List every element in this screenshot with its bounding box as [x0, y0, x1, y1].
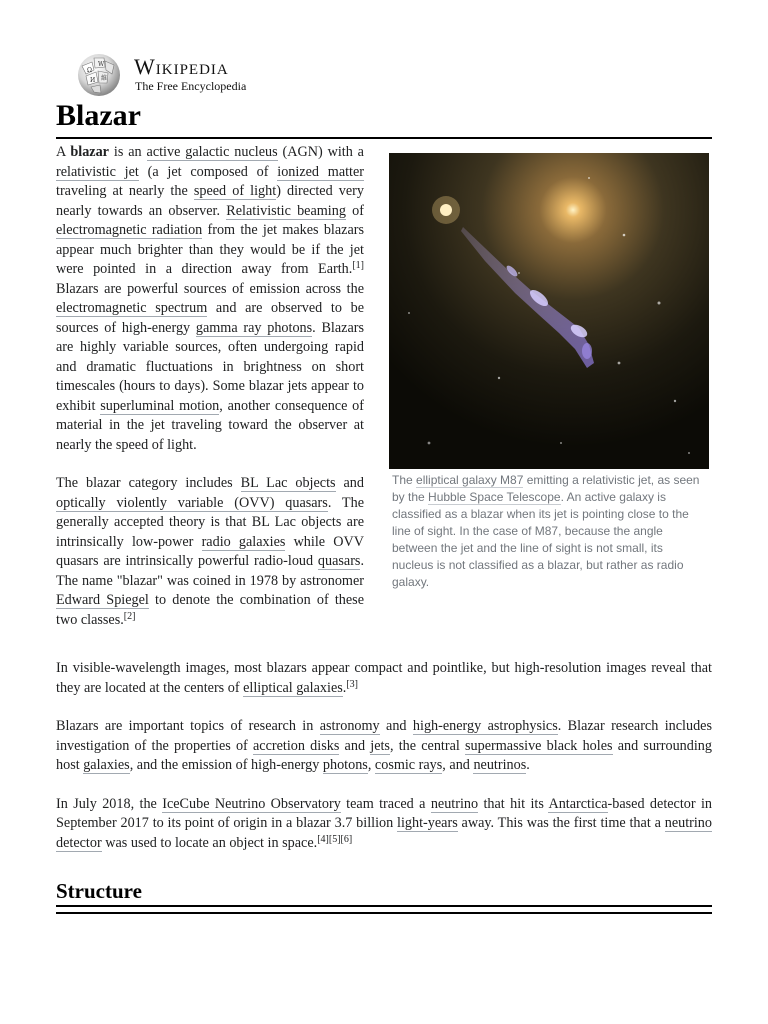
link-electromagnetic-spectrum[interactable]: electromagnetic spectrum [56, 300, 208, 316]
reference-2[interactable]: [2] [123, 610, 136, 622]
section-divider-secondary [56, 912, 712, 914]
paragraph-icecube: In July 2018, the IceCube Neutrino Observatory team traced a neutrino that hit its Antarctica-based detector in September 2017 to its point of origin in a blazar 3.7 billion light-years away. This was the first time that a neutrino detector was used to locate an object in space.[4][5][6] [56, 795, 713, 851]
link-speed-of-light[interactable]: speed of light [193, 183, 277, 199]
infobox-figure [389, 153, 710, 591]
link-neutrino-detector[interactable]: neutrino detector [56, 815, 712, 851]
link-light-years[interactable]: light-years [397, 815, 458, 831]
paragraph-research: Blazars are important topics of research in astronomy and high-energy astrophysics. Blazar research includes investigation of the properties of accretion disks and jets, the central supermassive black holes and surrounding host galaxies, and the emission of high-energy photons, cosmic rays, and neutrinos. [56, 718, 712, 773]
link-elliptical-galaxies[interactable]: elliptical galaxies [243, 679, 343, 696]
link-quasars[interactable]: quasars [317, 553, 361, 569]
reference-3[interactable]: [3] [346, 678, 358, 690]
link-galaxies[interactable]: galaxies [83, 757, 130, 773]
figure-caption: The elliptical galaxy M87 emitting a relativistic jet, as seen by the Hubble Space Telescope. An active galaxy is classified as a blazar when its jet is pointing close to the line of sight. In the case of M87, because the angle between the jet and the line of sight is not small, its nucleus is not classified as a blazar, but rather as radio galaxy. [392, 473, 700, 589]
wikipedia-logo[interactable] [74, 52, 250, 98]
paragraph-visible: In visible-wavelength images, most blazars appear compact and pointlike, but high-resolution images reveal that they are located at the centers of elliptical galaxies.[3] [56, 660, 712, 696]
link-radio-galaxies[interactable]: radio galaxies [201, 533, 286, 550]
wordmark: Wikipedia [134, 54, 229, 79]
reference-4[interactable]: [4] [317, 833, 329, 845]
link-accretion-disks[interactable]: accretion disks [253, 737, 340, 754]
link-bl-lac-objects[interactable]: BL Lac objects [240, 475, 336, 491]
link-gamma-ray-photons[interactable]: gamma ray photons [195, 319, 313, 336]
section-divider [56, 905, 712, 907]
svg-text:Ω: Ω [87, 67, 92, 74]
link-astronomy[interactable]: astronomy [319, 718, 380, 734]
intro-column [56, 143, 364, 649]
paragraph-intro: A blazar is an active galactic nucleus (AGN) with a relativistic jet (a jet composed of ionized matter traveling at nearly the speed of light) directed very nearly towards an observer. Relativistic beaming of electromagnetic radiation from the jet makes blazars appear much brighter than they would be if the jet were pointed in a direction away from Earth.[1] Blazars are powerful sources of emission across the electromagnetic spectrum and are observed to be sources of high-energy gamma ray photons. Blazars are highly variable sources, often undergoing rapid and dramatic fluctuations in brightness on short timescales (hours to days). Some blazar jets appear to exhibit superluminal motion, another consequence of material in the jet traveling toward the observer at nearly the speed of light. [56, 144, 365, 453]
link-jets[interactable]: jets [370, 737, 390, 754]
link-neutrinos[interactable]: neutrinos [473, 757, 527, 773]
link-elliptical-galaxy-m87[interactable]: elliptical galaxy M87 [416, 473, 524, 487]
link-supermassive-black-holes[interactable]: supermassive black holes [465, 737, 613, 754]
wikipedia-globe-icon [74, 52, 124, 98]
link-ovv-quasars[interactable]: optically violently variable (OVV) quasars [56, 494, 328, 511]
link-icecube-neutrino-observatory[interactable]: IceCube Neutrino Observatory [162, 795, 341, 812]
m87-galaxy-image[interactable] [389, 153, 709, 469]
svg-text:W: W [98, 61, 105, 68]
section-heading-structure: Structure [56, 879, 142, 903]
link-hubble-space-telescope[interactable]: Hubble Space Telescope [428, 490, 561, 504]
title-divider [56, 137, 712, 139]
link-relativistic-jet[interactable]: relativistic jet [56, 163, 139, 180]
link-active-galactic-nucleus[interactable]: active galactic nucleus [146, 144, 278, 160]
link-edward-spiegel[interactable]: Edward Spiegel [56, 592, 149, 608]
paragraph-category: The blazar category includes BL Lac objects and optically violently variable (OVV) quasars. The generally accepted theory is that BL Lac objects are intrinsically low-power radio galaxies while OVV quasars are intrinsically powerful radio-loud quasars. The name "blazar" was coined in 1978 by astronomer Edward Spiegel to denote the combination of these two classes.[2] [56, 475, 364, 628]
body-text [56, 659, 712, 872]
link-photons[interactable]: photons [322, 757, 368, 773]
link-cosmic-rays[interactable]: cosmic rays [374, 757, 443, 773]
svg-text:И: И [90, 77, 96, 84]
reference-5[interactable]: [5] [328, 833, 341, 845]
tagline: The Free Encyclopedia [135, 79, 247, 93]
link-high-energy-astrophysics[interactable]: high-energy astrophysics [412, 718, 558, 734]
link-ionized-matter[interactable]: ionized matter [277, 163, 365, 180]
link-electromagnetic-radiation[interactable]: electromagnetic radiation [56, 222, 203, 238]
page-title: Blazar [56, 99, 141, 132]
svg-text:維: 維 [101, 75, 108, 82]
link-superluminal-motion[interactable]: superluminal motion [100, 397, 220, 414]
link-relativistic-beaming[interactable]: Relativistic beaming [226, 202, 346, 219]
reference-6[interactable]: [6] [340, 833, 353, 845]
link-antarctica[interactable]: Antarctica [548, 795, 608, 812]
link-neutrino[interactable]: neutrino [430, 795, 479, 812]
reference-1[interactable]: [1] [352, 260, 364, 271]
